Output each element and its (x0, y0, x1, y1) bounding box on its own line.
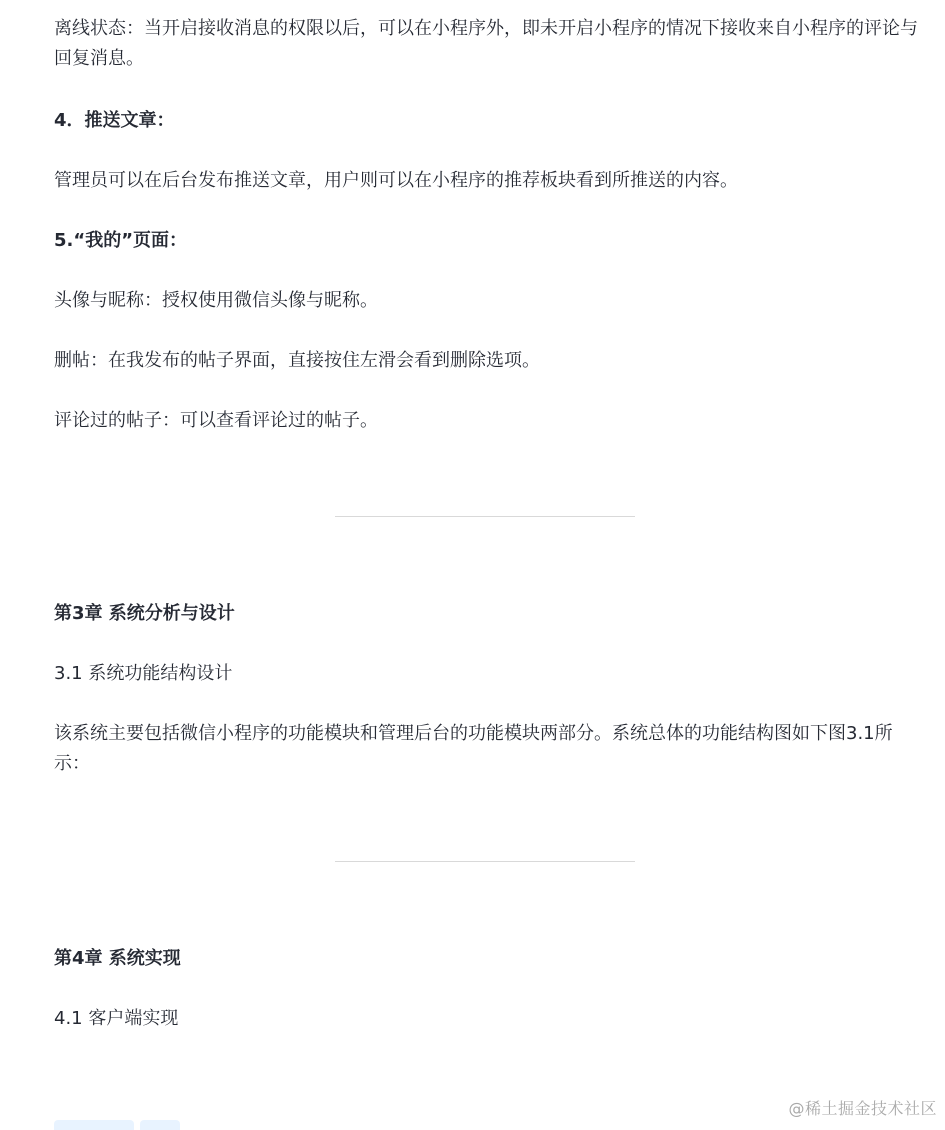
section-divider (335, 516, 635, 517)
watermark: @稀土掘金技术社区 (788, 1099, 937, 1118)
paragraph-offline-status: 离线状态：当开启接收消息的权限以后，可以在小程序外，即未开启小程序的情况下接收来自小程序的评论与回复消息。 (54, 18, 918, 69)
paragraph-push-articles: 管理员可以在后台发布推送文章，用户则可以在小程序的推荐板块看到所推送的内容。 (54, 170, 738, 191)
subheading-4-1: 4.1 客户端实现 (54, 1008, 179, 1029)
heading-chapter-3: 第3章 系统分析与设计 (54, 603, 235, 624)
paragraph-3-1: 该系统主要包括微信小程序的功能模块和管理后台的功能模块两部分。系统总体的功能结构图如下图3.1所示： (54, 723, 893, 774)
heading-my-page: 5.“我的”页面： (54, 230, 188, 251)
tag-chip[interactable] (54, 1120, 134, 1130)
subheading-3-1: 3.1 系统功能结构设计 (54, 663, 233, 684)
heading-push-articles: 4．推送文章： (54, 110, 175, 131)
heading-chapter-4: 第4章 系统实现 (54, 948, 181, 969)
section-divider (335, 861, 635, 862)
paragraph-commented-posts: 评论过的帖子：可以查看评论过的帖子。 (54, 410, 378, 431)
paragraph-delete-post: 删帖：在我发布的帖子界面，直接按住左滑会看到删除选项。 (54, 350, 540, 371)
tag-chip[interactable] (140, 1120, 180, 1130)
paragraph-avatar-nickname: 头像与昵称：授权使用微信头像与昵称。 (54, 290, 378, 311)
